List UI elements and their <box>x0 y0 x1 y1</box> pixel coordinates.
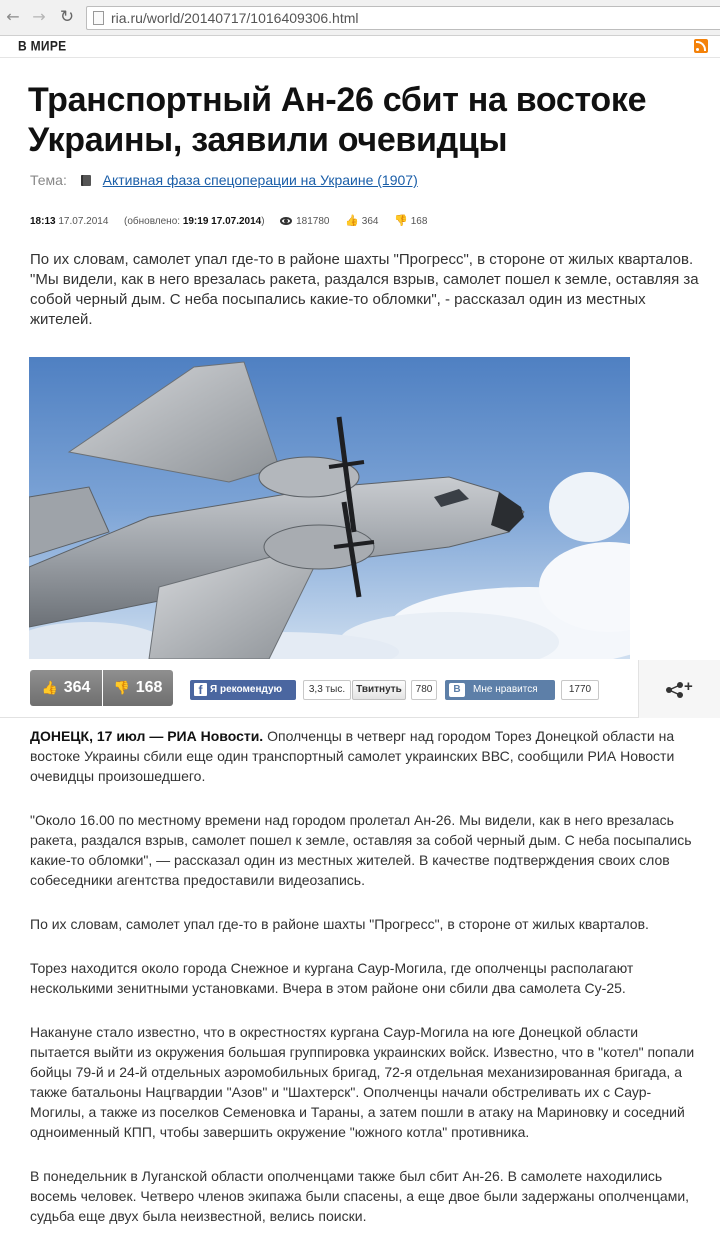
updated-suffix: ) <box>261 216 265 227</box>
url-text[interactable]: ria.ru/world/20140717/1016409306.html <box>111 10 359 26</box>
article-photo[interactable] <box>29 357 630 659</box>
browser-toolbar <box>0 0 720 36</box>
theme-link[interactable]: Активная фаза спецоперации на Украине (1907) <box>102 172 418 188</box>
paragraph-4: Торез находится около города Снежное и кургана Саур-Могила, где ополченцы располагают несколькими зенитными установками. Вчера в этом районе они сбили два самолета Су-25. <box>30 960 634 996</box>
book-icon <box>81 175 91 186</box>
publish-date: 17.07.2014 <box>58 216 109 227</box>
address-bar[interactable] <box>86 6 720 30</box>
updated-prefix: (обновлено: <box>123 216 181 227</box>
reload-icon[interactable]: ↻ <box>59 7 75 27</box>
rss-icon[interactable] <box>694 39 708 53</box>
paragraph-2: "Около 16.00 по местному времени над городом пролетал Ан-26. Мы видели, как в него врезалась ракета, раздался взрыв, самолет пошел к земле, оставляя за собой черный дым. С неба посыпались какие-то обломки", — рассказал один из местных жителей. В качестве подтверждения своих слов собеседники агентства предоставили видеозапись. <box>30 812 692 888</box>
thumbs-down-icon: 👎 <box>113 681 130 696</box>
thumbs-up-icon: 👍 <box>345 214 359 227</box>
facebook-recommend-button[interactable]: f Я рекомендую <box>190 680 296 700</box>
paragraph-1: ДОНЕЦК, 17 июл — РИА Новости. Ополченцы в четверг над городом Торез Донецкой области на востоке Украины сбили еще один транспортный самолет украинских ВВС, сообщили РИА Новости очевидцы произошедшего. <box>30 728 675 784</box>
like-button[interactable] <box>30 670 102 706</box>
share-more-button[interactable] <box>638 660 720 718</box>
thumbs-down-icon: 👎 <box>394 214 408 227</box>
dislike-button[interactable] <box>103 670 173 706</box>
paragraph-5: Накануне стало известно, что в окрестностях кургана Саур-Могила на юге Донецкой области пытается выйти из окружения большая группировка украинских войск. Известно, что в "котел" попали бойцы 79-й и 24-й отдельных аэромобильных бригад, 72-я отдельная механизированная бригада, а также батальоны Нацгвардии "Азов" и "Шахтерск". Ополченцы начали обстреливать их с Саур-Могилы, а также из поселков Семеновка и Тараны, а затем пошли в атаку на Мариновку и соседний одноименный КПП, чтобы завершить окружение "южного котла" противника. <box>30 1024 695 1140</box>
dislike-count: 168 <box>135 679 163 696</box>
updated-time: 19:19 17.07.2014 <box>182 216 262 227</box>
article-title: Транспортный Ан-26 сбит на востоке Украины, заявили очевидцы <box>28 81 647 159</box>
tweet-button[interactable]: Твитнуть <box>352 680 406 700</box>
plus-icon: + <box>684 678 693 695</box>
back-arrow-icon[interactable]: ← <box>6 7 20 26</box>
like-count-small: 364 <box>361 216 379 227</box>
eye-icon <box>280 217 292 225</box>
article-theme <box>30 172 418 192</box>
vkontakte-like-count: 1770 <box>561 680 599 700</box>
dateline: ДОНЕЦК, 17 июл — РИА Новости. <box>30 728 264 744</box>
forward-arrow-icon[interactable]: → <box>32 7 46 26</box>
share-bar <box>0 660 720 718</box>
tweet-count: 780 <box>411 680 437 700</box>
dislike-count-small: 168 <box>410 216 428 227</box>
theme-label: Тема: <box>30 172 67 188</box>
article-lead: По их словам, самолет упал где-то в районе шахты "Прогресс", в стороне от жилых кварталов. "Мы видели, как в него врезалась ракета, раздался взрыв, самолет пошел к земле, оставляя за собой черный дым. С неба посыпались какие-то обломки", - рассказал один из местных жителей. <box>30 251 699 328</box>
paragraph-6: В понедельник в Луганской области ополченцами также был сбит Ан-26. В самолете находились восемь человек. Четверо членов экипажа были спасены, а еще двое были задержаны ополченцами, судьба еще двух была неизвестной, велись поиски. <box>30 1168 690 1224</box>
section-label[interactable]: В МИРЕ <box>18 37 67 55</box>
like-count: 364 <box>63 679 91 696</box>
article-body <box>30 726 700 1250</box>
publish-time: 18:13 <box>30 216 56 227</box>
share-icon <box>665 682 685 698</box>
paragraph-3: По их словам, самолет упал где-то в районе шахты "Прогресс", в стороне от жилых кварталов. <box>30 916 649 932</box>
thumbs-up-icon: 👍 <box>41 681 58 696</box>
page-icon <box>93 11 104 25</box>
facebook-share-count: 3,3 тыс. <box>303 680 351 700</box>
view-count: 181780 <box>296 216 330 227</box>
airplane-photo-illustration <box>29 357 630 659</box>
section-bar <box>0 36 720 58</box>
article-meta <box>30 214 427 227</box>
vkontakte-like-button[interactable]: B Мне нравится <box>445 680 555 700</box>
